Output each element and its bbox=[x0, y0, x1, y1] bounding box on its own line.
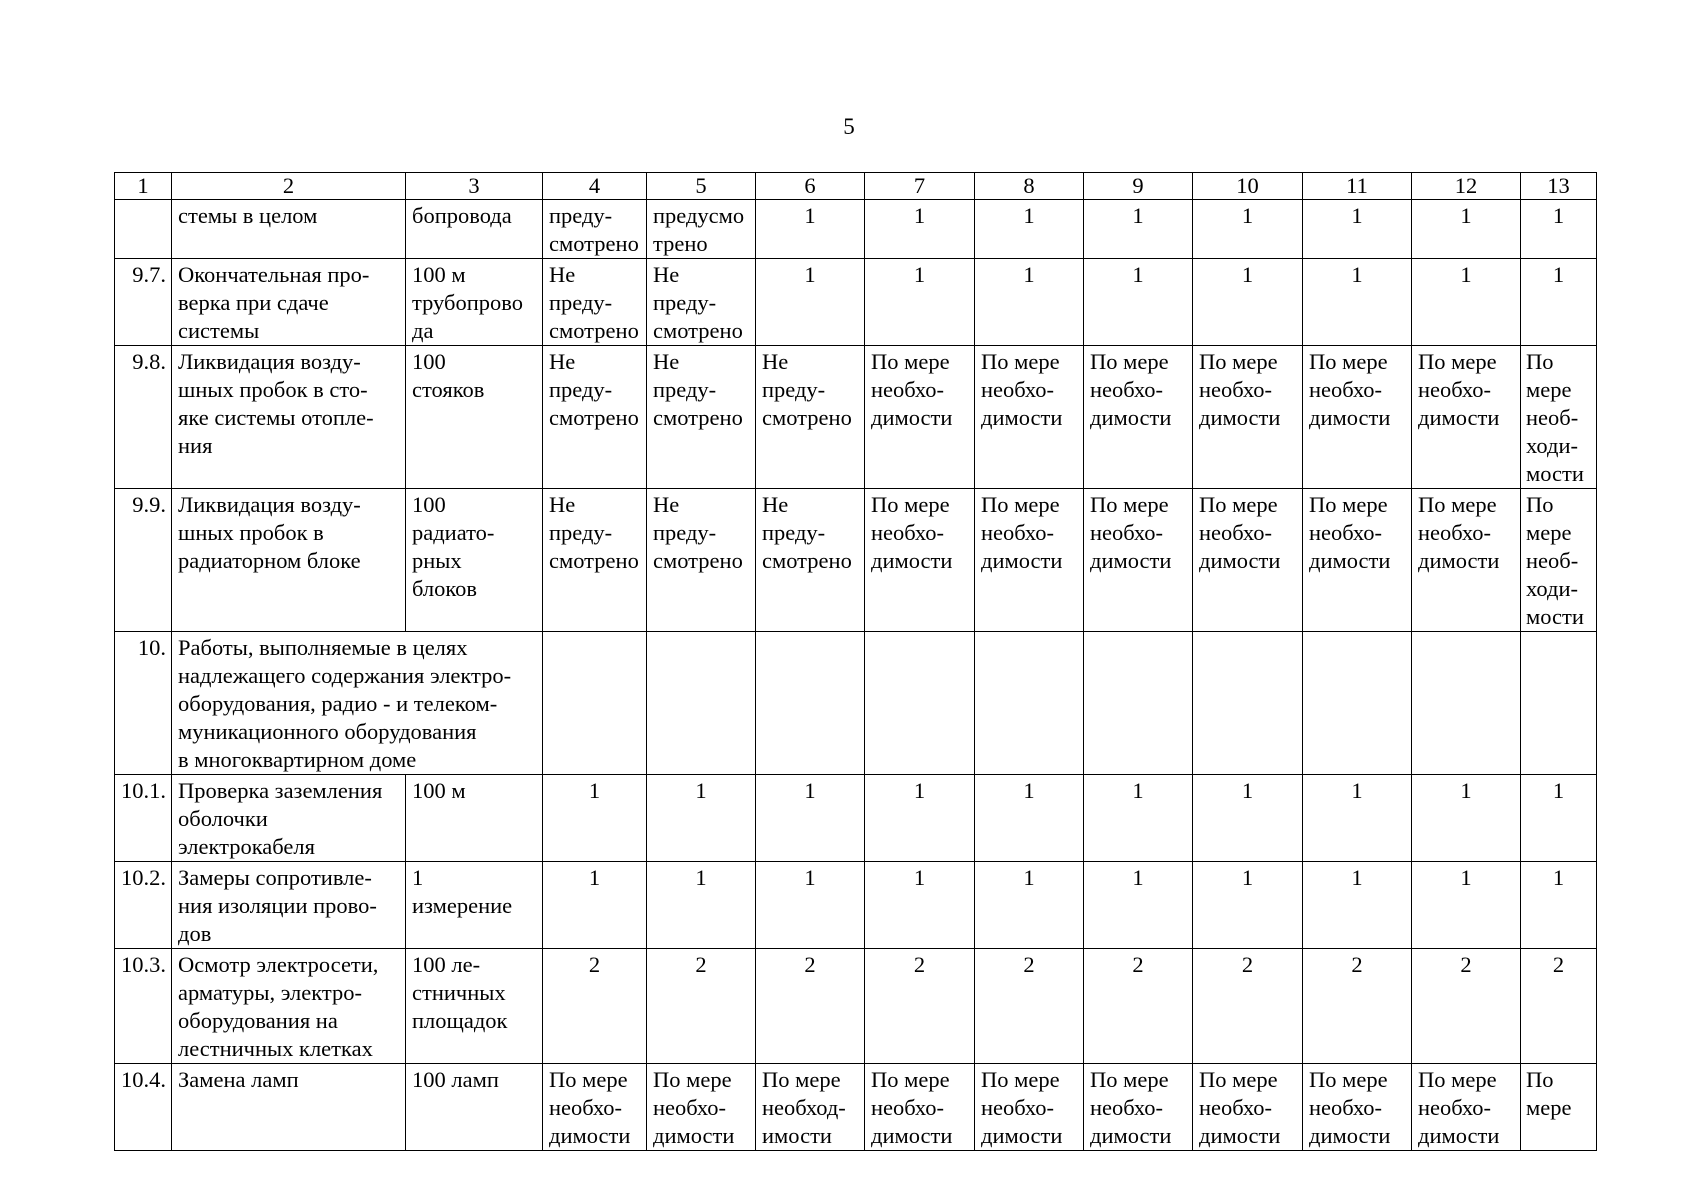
frequency-cell: 1 bbox=[1412, 775, 1521, 862]
frequency-cell bbox=[1193, 632, 1303, 775]
frequency-cell bbox=[647, 632, 756, 775]
frequency-cell: 1 bbox=[756, 862, 865, 949]
table-row bbox=[115, 632, 1597, 775]
column-number-header: 12 bbox=[1412, 173, 1521, 200]
frequency-cell bbox=[543, 632, 647, 775]
frequency-cell: 1 bbox=[647, 775, 756, 862]
table-row bbox=[115, 949, 1597, 1064]
frequency-cell: 1 bbox=[975, 775, 1084, 862]
frequency-cell: По мере необхо- димости bbox=[1412, 489, 1521, 632]
frequency-cell: 1 bbox=[975, 200, 1084, 259]
table-row bbox=[115, 775, 1597, 862]
frequency-cell: 1 bbox=[865, 775, 975, 862]
frequency-cell: По мере bbox=[1521, 1064, 1597, 1151]
column-number-header: 11 bbox=[1303, 173, 1412, 200]
frequency-cell: 1 bbox=[1193, 259, 1303, 346]
column-number-header: 2 bbox=[172, 173, 406, 200]
item-number-cell: 9.9. bbox=[115, 489, 172, 632]
frequency-cell: 2 bbox=[1303, 949, 1412, 1064]
frequency-cell: По мере необхо- димости bbox=[1412, 1064, 1521, 1151]
frequency-cell: 2 bbox=[1521, 949, 1597, 1064]
unit-cell: 100 стояков bbox=[406, 346, 543, 489]
table-row bbox=[115, 346, 1597, 489]
frequency-cell: 2 bbox=[1412, 949, 1521, 1064]
frequency-cell: По мере необхо- димости bbox=[543, 1064, 647, 1151]
frequency-cell: 2 bbox=[1084, 949, 1193, 1064]
frequency-cell: 2 bbox=[865, 949, 975, 1064]
frequency-cell: 1 bbox=[1521, 862, 1597, 949]
frequency-cell: По мере необхо- димости bbox=[975, 1064, 1084, 1151]
unit-cell: бопровода bbox=[406, 200, 543, 259]
frequency-cell: По мере необхо- димости bbox=[865, 346, 975, 489]
frequency-cell: 1 bbox=[543, 775, 647, 862]
frequency-cell: По мере необхо- димости bbox=[865, 489, 975, 632]
table-row bbox=[115, 489, 1597, 632]
unit-cell: 100 радиато- рных блоков bbox=[406, 489, 543, 632]
item-number-cell: 9.7. bbox=[115, 259, 172, 346]
frequency-cell: 1 bbox=[975, 259, 1084, 346]
frequency-cell: 1 bbox=[1303, 200, 1412, 259]
column-number-header: 3 bbox=[406, 173, 543, 200]
work-schedule-table bbox=[114, 172, 1597, 1151]
frequency-cell: Не преду- смотрено bbox=[543, 259, 647, 346]
item-number-cell: 9.8. bbox=[115, 346, 172, 489]
frequency-cell: По мере необ- ходи- мости bbox=[1521, 489, 1597, 632]
frequency-cell: 1 bbox=[1521, 259, 1597, 346]
frequency-cell bbox=[756, 632, 865, 775]
frequency-cell: 1 bbox=[1303, 259, 1412, 346]
frequency-cell: По мере необхо- димости bbox=[1193, 489, 1303, 632]
work-name-cell: Ликвидация возду- шных пробок в радиаторном блоке bbox=[172, 489, 406, 632]
column-number-header: 4 bbox=[543, 173, 647, 200]
column-number-header: 1 bbox=[115, 173, 172, 200]
column-number-header: 9 bbox=[1084, 173, 1193, 200]
frequency-cell: Не преду- смотрено bbox=[647, 489, 756, 632]
frequency-cell: 1 bbox=[1084, 775, 1193, 862]
frequency-cell: 1 bbox=[543, 862, 647, 949]
frequency-cell: 1 bbox=[1412, 862, 1521, 949]
frequency-cell: По мере необхо- димости bbox=[865, 1064, 975, 1151]
column-number-header: 13 bbox=[1521, 173, 1597, 200]
frequency-cell: По мере необхо- димости bbox=[647, 1064, 756, 1151]
frequency-cell bbox=[1521, 632, 1597, 775]
frequency-cell: 1 bbox=[756, 259, 865, 346]
frequency-cell: 1 bbox=[756, 200, 865, 259]
frequency-cell: 1 bbox=[1084, 259, 1193, 346]
item-number-cell: 10. bbox=[115, 632, 172, 775]
page-number: 5 bbox=[843, 114, 855, 139]
frequency-cell: 1 bbox=[1412, 200, 1521, 259]
frequency-cell bbox=[1084, 632, 1193, 775]
unit-cell: 1 измерение bbox=[406, 862, 543, 949]
frequency-cell: 1 bbox=[1084, 200, 1193, 259]
frequency-cell: 1 bbox=[1412, 259, 1521, 346]
frequency-cell: 2 bbox=[1193, 949, 1303, 1064]
frequency-cell: Не преду- смотрено bbox=[543, 346, 647, 489]
frequency-cell: 1 bbox=[865, 200, 975, 259]
unit-cell: 100 м трубопрово да bbox=[406, 259, 543, 346]
frequency-cell: Не преду- смотрено bbox=[647, 346, 756, 489]
frequency-cell: По мере необхо- димости bbox=[1084, 489, 1193, 632]
frequency-cell: преду- смотрено bbox=[543, 200, 647, 259]
frequency-cell: Не преду- смотрено bbox=[647, 259, 756, 346]
frequency-cell: 1 bbox=[865, 862, 975, 949]
column-number-header: 5 bbox=[647, 173, 756, 200]
table-header-row bbox=[115, 173, 1597, 200]
work-name-cell: Работы, выполняемые в целях надлежащего содержания электро- оборудования, радио - и телеком- муникационного оборудования в многоквартирном доме bbox=[172, 632, 543, 775]
frequency-cell bbox=[1303, 632, 1412, 775]
unit-cell: 100 ламп bbox=[406, 1064, 543, 1151]
item-number-cell: 10.1. bbox=[115, 775, 172, 862]
frequency-cell: 1 bbox=[1303, 775, 1412, 862]
frequency-cell: По мере необхо- димости bbox=[1084, 346, 1193, 489]
table-body bbox=[115, 173, 1597, 1151]
frequency-cell: 1 bbox=[1193, 862, 1303, 949]
column-number-header: 7 bbox=[865, 173, 975, 200]
frequency-cell: Не преду- смотрено bbox=[543, 489, 647, 632]
table-row bbox=[115, 259, 1597, 346]
work-name-cell: стемы в целом bbox=[172, 200, 406, 259]
table-row bbox=[115, 1064, 1597, 1151]
frequency-cell: По мере необхо- димости bbox=[1303, 346, 1412, 489]
frequency-cell: По мере необ- ходи- мости bbox=[1521, 346, 1597, 489]
frequency-cell: 1 bbox=[1193, 200, 1303, 259]
frequency-cell: По мере необхо- димости bbox=[1303, 1064, 1412, 1151]
frequency-cell: 1 bbox=[1521, 775, 1597, 862]
table-row bbox=[115, 200, 1597, 259]
frequency-cell: предусмо трено bbox=[647, 200, 756, 259]
frequency-cell: 2 bbox=[975, 949, 1084, 1064]
item-number-cell: 10.4. bbox=[115, 1064, 172, 1151]
frequency-cell: 1 bbox=[865, 259, 975, 346]
frequency-cell: По мере необхо- димости bbox=[975, 346, 1084, 489]
frequency-cell: По мере необхо- димости bbox=[1303, 489, 1412, 632]
unit-cell: 100 ле- стничных площадок bbox=[406, 949, 543, 1064]
frequency-cell bbox=[1412, 632, 1521, 775]
frequency-cell: По мере необхо- димости bbox=[1193, 346, 1303, 489]
frequency-cell: 1 bbox=[975, 862, 1084, 949]
frequency-cell: 2 bbox=[543, 949, 647, 1064]
unit-cell: 100 м bbox=[406, 775, 543, 862]
frequency-cell: 1 bbox=[1193, 775, 1303, 862]
item-number-cell bbox=[115, 200, 172, 259]
work-name-cell: Окончательная про- верка при сдаче системы bbox=[172, 259, 406, 346]
column-number-header: 8 bbox=[975, 173, 1084, 200]
frequency-cell: По мере необход- имости bbox=[756, 1064, 865, 1151]
frequency-cell: 2 bbox=[756, 949, 865, 1064]
work-name-cell: Осмотр электросети, арматуры, электро- оборудования на лестничных клетках bbox=[172, 949, 406, 1064]
work-name-cell: Замена ламп bbox=[172, 1064, 406, 1151]
frequency-cell: Не преду- смотрено bbox=[756, 489, 865, 632]
work-name-cell: Ликвидация возду- шных пробок в сто- яке системы отопле- ния bbox=[172, 346, 406, 489]
frequency-cell: 1 bbox=[1521, 200, 1597, 259]
item-number-cell: 10.2. bbox=[115, 862, 172, 949]
frequency-cell: По мере необхо- димости bbox=[1084, 1064, 1193, 1151]
column-number-header: 6 bbox=[756, 173, 865, 200]
frequency-cell: 1 bbox=[1084, 862, 1193, 949]
frequency-cell: По мере необхо- димости bbox=[975, 489, 1084, 632]
frequency-cell bbox=[975, 632, 1084, 775]
item-number-cell: 10.3. bbox=[115, 949, 172, 1064]
frequency-cell: 2 bbox=[647, 949, 756, 1064]
frequency-cell: 1 bbox=[1303, 862, 1412, 949]
work-name-cell: Замеры сопротивле- ния изоляции прово- дов bbox=[172, 862, 406, 949]
frequency-cell: 1 bbox=[647, 862, 756, 949]
frequency-cell bbox=[865, 632, 975, 775]
frequency-cell: По мере необхо- димости bbox=[1412, 346, 1521, 489]
frequency-cell: 1 bbox=[756, 775, 865, 862]
table-row bbox=[115, 862, 1597, 949]
column-number-header: 10 bbox=[1193, 173, 1303, 200]
frequency-cell: Не преду- смотрено bbox=[756, 346, 865, 489]
work-name-cell: Проверка заземления оболочки электрокабеля bbox=[172, 775, 406, 862]
frequency-cell: По мере необхо- димости bbox=[1193, 1064, 1303, 1151]
